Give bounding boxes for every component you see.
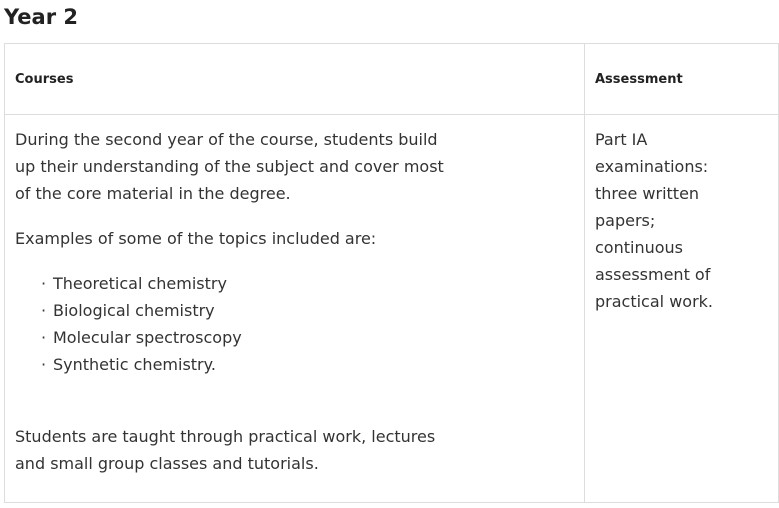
topic-label: Biological chemistry xyxy=(53,301,215,320)
list-item xyxy=(41,270,574,297)
topic-label: Synthetic chemistry. xyxy=(53,355,216,374)
assessment-header: Assessment xyxy=(585,44,779,115)
teaching-methods: Students are taught through practical work, lectures and small group classes and tutorials. xyxy=(15,427,436,473)
list-item xyxy=(41,351,574,378)
list-item xyxy=(41,324,574,351)
topic-label: Molecular spectroscopy xyxy=(53,328,242,347)
page-title: Year 2 xyxy=(4,5,78,29)
courses-header: Courses xyxy=(5,44,585,115)
list-item xyxy=(41,297,574,324)
bullet-icon: · xyxy=(41,274,47,293)
bullet-icon: · xyxy=(41,301,47,320)
bullet-icon: · xyxy=(41,328,47,347)
topics-intro: Examples of some of the topics included are: xyxy=(15,229,377,248)
course-table xyxy=(4,43,779,503)
assessment-cell xyxy=(585,115,779,503)
bullet-icon: · xyxy=(41,355,47,374)
table-row xyxy=(5,115,779,503)
topic-label: Theoretical chemistry xyxy=(53,274,227,293)
courses-intro: During the second year of the course, students build up their understanding of the subject and cover most of the core material in the degree. xyxy=(15,130,444,203)
table-header-row xyxy=(5,44,779,115)
topics-list xyxy=(15,270,574,378)
courses-cell xyxy=(5,115,585,503)
assessment-text: Part IA examinations: three written papers; continuous assessment of practical work. xyxy=(595,130,713,311)
